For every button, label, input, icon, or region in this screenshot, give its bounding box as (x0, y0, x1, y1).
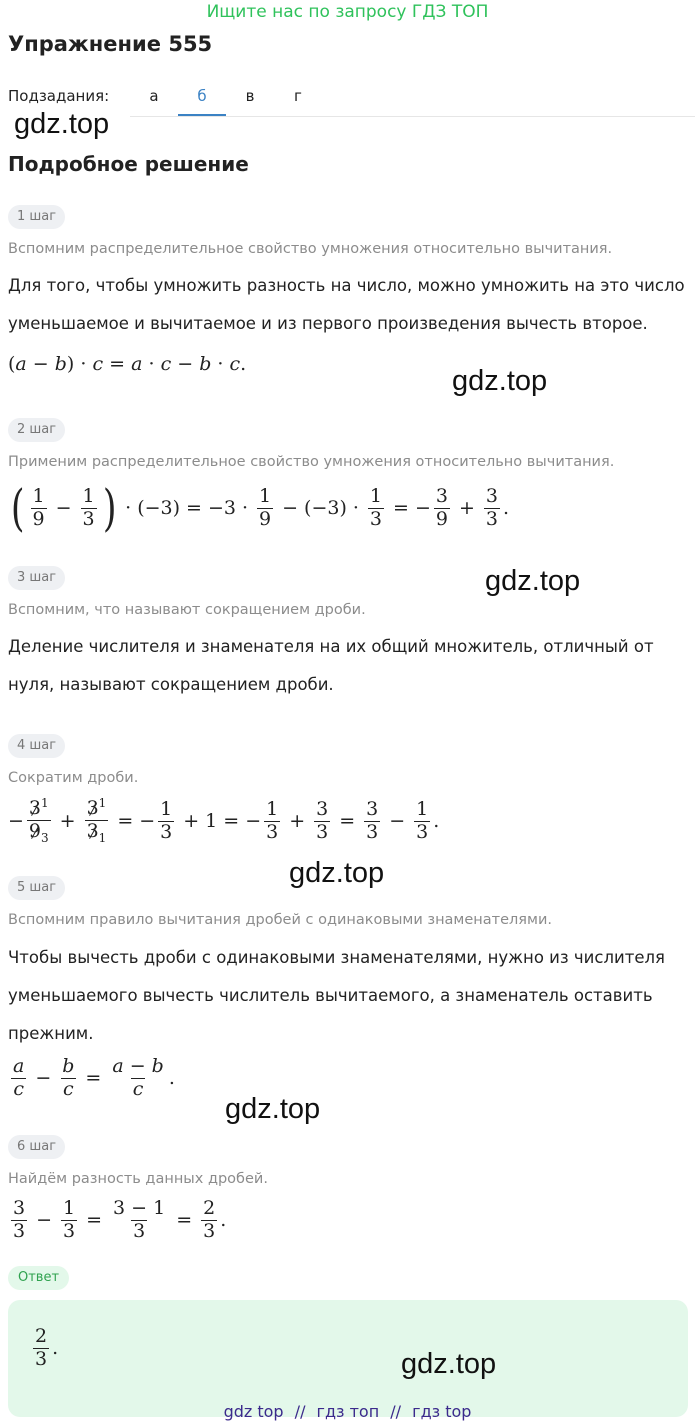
watermark: gdz.top (225, 1093, 321, 1125)
footer-separator: // (294, 1402, 306, 1421)
subtasks-label: Подзадания: (8, 87, 110, 105)
watermark: gdz.top (485, 565, 581, 597)
answer-formula: $\frac{2}{3}$ . (35, 1324, 59, 1370)
footer-link[interactable]: gdz top (223, 1402, 284, 1421)
footer-link[interactable]: гдз top (412, 1402, 472, 1421)
step-hint: Вспомним распределительное свойство умножения относительно вычитания. (8, 241, 613, 257)
step-hint: Найдём разность данных дробей. (8, 1171, 268, 1187)
step-hint: Применим распределительное свойство умножения относительно вычитания. (8, 454, 615, 470)
step-badge: 4 шаг (8, 734, 65, 758)
step-hint: Сократим дроби. (8, 770, 139, 786)
formula-step5: $\frac{a}{c}$ − $\frac{b}{c}$ = $\frac{a - b}{c}$ . (13, 1054, 175, 1100)
watermark: gdz.top (401, 1348, 497, 1380)
watermark: gdz.top (14, 108, 110, 140)
tab-b[interactable]: б (178, 78, 226, 116)
step-badge: 1 шаг (8, 205, 65, 229)
footer-separator: // (390, 1402, 402, 1421)
answer-box (8, 1300, 688, 1417)
page-title: Упражнение 555 (8, 32, 213, 56)
tab-g[interactable]: г (294, 87, 302, 105)
section-title: Подробное решение (8, 152, 249, 176)
step-text: Для того, чтобы умножить разность на число, можно умножить на это число уменьшаемое и вычитаемое и из первого произведения вычесть второе. (8, 276, 685, 333)
footer-links (0, 1402, 695, 1421)
step-hint: Вспомним правило вычитания дробей с одинаковыми знаменателями. (8, 912, 552, 928)
formula-step2: ( $\frac{1}{9}$ − $\frac{1}{3}$ ) · (−3) = −3 · $\frac{1}{9}$ − (−3) · $\frac{1}{3}$ = − $\frac{3}{9}$ + $\frac{3}{3}$ . (10, 479, 510, 537)
tab-v[interactable]: в (245, 87, 255, 105)
step-text: Чтобы вычесть дроби с одинаковыми знаменателями, нужно из числителя уменьшаемого вычесть числитель вычитаемого, а знаменатель оставить прежним. (8, 948, 665, 1043)
watermark: gdz.top (289, 857, 385, 889)
watermark: gdz.top (452, 365, 548, 397)
tab-a[interactable]: а (149, 87, 159, 105)
step-badge: 5 шаг (8, 876, 65, 900)
subtask-tabs (130, 78, 695, 117)
formula-step4: − $\frac{3^1}{9_3}$ + $\frac{3^1}{3_1}$ = − $\frac{1}{3}$ + 1 = − $\frac{1}{3}$ + $\frac{3}{3}$ = $\frac{3}{3}$ − $\frac{1}{3}$ . (8, 795, 440, 845)
formula-step6: $\frac{3}{3}$ − $\frac{1}{3}$ = $\frac{3 - 1}{3}$ = $\frac{2}{3}$ . (13, 1196, 227, 1242)
step-badge: 2 шаг (8, 418, 65, 442)
formula-distributive: (a − b) · c = a · c − b · c. (8, 353, 247, 375)
search-banner: Ищите нас по запросу ГДЗ ТОП (206, 2, 489, 22)
step-badge: 6 шаг (8, 1135, 65, 1159)
step-text: Деление числителя и знаменателя на их общий множитель, отличный от нуля, называют сокращением дроби. (8, 637, 654, 694)
footer-link[interactable]: гдз топ (316, 1402, 380, 1421)
step-badge: 3 шаг (8, 566, 65, 590)
step-hint: Вспомним, что называют сокращением дроби. (8, 602, 366, 618)
answer-badge: Ответ (8, 1266, 69, 1290)
